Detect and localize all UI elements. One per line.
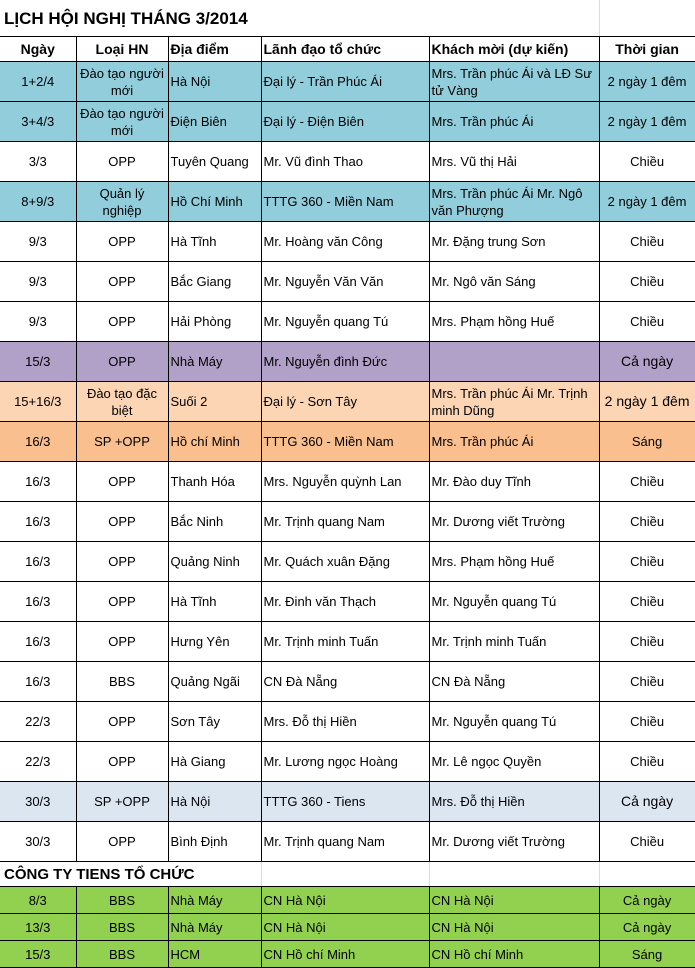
header-row <box>0 37 695 62</box>
cell-date: 22/3 <box>0 742 76 782</box>
cell-time: Chiều <box>599 662 695 702</box>
table-row <box>0 822 695 862</box>
table-row <box>0 542 695 582</box>
table-row <box>0 702 695 742</box>
cell-date: 16/3 <box>0 582 76 622</box>
cell-type: OPP <box>76 542 168 582</box>
header-guest: Khách mời (dự kiến) <box>429 37 599 62</box>
table-row <box>0 887 695 914</box>
cell-leader: Đại lý - Sơn Tây <box>261 382 429 422</box>
cell-guest: Mrs. Vũ thị Hải <box>429 142 599 182</box>
cell-guest: CN Hà Nội <box>429 887 599 914</box>
table-row <box>0 222 695 262</box>
cell-place: Hải Phòng <box>168 302 261 342</box>
cell-leader: Mr. Hoàng văn Công <box>261 222 429 262</box>
cell-leader: Mr. Trịnh minh Tuấn <box>261 622 429 662</box>
cell-leader: Mr. Quách xuân Đặng <box>261 542 429 582</box>
cell-date: 15+16/3 <box>0 382 76 422</box>
cell-date: 8/3 <box>0 887 76 914</box>
table-row <box>0 582 695 622</box>
cell-time: Chiều <box>599 142 695 182</box>
cell-guest: Mrs. Trần phúc Ái <box>429 102 599 142</box>
cell-guest: Mrs. Phạm hồng Huế <box>429 542 599 582</box>
cell-leader: CN Hồ chí Minh <box>261 941 429 968</box>
empty-cell <box>261 862 429 887</box>
cell-date: 30/3 <box>0 822 76 862</box>
cell-guest: Mr. Dương viết Trường <box>429 822 599 862</box>
cell-date: 16/3 <box>0 462 76 502</box>
cell-date: 30/3 <box>0 782 76 822</box>
cell-place: Hưng Yên <box>168 622 261 662</box>
cell-type: OPP <box>76 262 168 302</box>
cell-time: 2 ngày 1 đêm <box>599 102 695 142</box>
cell-type: OPP <box>76 302 168 342</box>
cell-date: 8+9/3 <box>0 182 76 222</box>
cell-time: Chiều <box>599 222 695 262</box>
cell-place: Nhà Máy <box>168 342 261 382</box>
cell-guest: CN Đà Nẵng <box>429 662 599 702</box>
cell-guest: Mr. Lê ngọc Quyền <box>429 742 599 782</box>
cell-leader: Mrs. Đỗ thị Hiền <box>261 702 429 742</box>
cell-time: Chiều <box>599 622 695 662</box>
cell-leader: Mr. Trịnh quang Nam <box>261 822 429 862</box>
cell-guest: Mr. Dương viết Trường <box>429 502 599 542</box>
cell-guest: CN Hồ chí Minh <box>429 941 599 968</box>
cell-date: 9/3 <box>0 262 76 302</box>
empty-cell <box>599 862 695 887</box>
cell-guest: Mrs. Trần phúc Ái Mr. Trịnh minh Dũng <box>429 382 599 422</box>
cell-date: 3+4/3 <box>0 102 76 142</box>
cell-place: Quảng Ninh <box>168 542 261 582</box>
table-row <box>0 342 695 382</box>
cell-guest <box>429 342 599 382</box>
cell-time: Chiều <box>599 822 695 862</box>
cell-time: Cả ngày <box>599 342 695 382</box>
cell-time: Sáng <box>599 941 695 968</box>
header-place: Địa điểm <box>168 37 261 62</box>
table-row <box>0 382 695 422</box>
cell-type: OPP <box>76 822 168 862</box>
table-row <box>0 622 695 662</box>
cell-leader: CN Hà Nội <box>261 914 429 941</box>
cell-place: Nhà Máy <box>168 914 261 941</box>
cell-type: BBS <box>76 887 168 914</box>
cell-type: SP +OPP <box>76 782 168 822</box>
cell-date: 3/3 <box>0 142 76 182</box>
cell-leader: Mr. Nguyễn Văn Văn <box>261 262 429 302</box>
cell-leader: TTTG 360 - Miền Nam <box>261 182 429 222</box>
cell-time: Cả ngày <box>599 782 695 822</box>
table-row <box>0 462 695 502</box>
cell-place: Tuyên Quang <box>168 142 261 182</box>
cell-place: Hà Tĩnh <box>168 582 261 622</box>
cell-place: Bắc Ninh <box>168 502 261 542</box>
table-row <box>0 422 695 462</box>
cell-date: 9/3 <box>0 302 76 342</box>
cell-place: Hồ chí Minh <box>168 422 261 462</box>
table-row <box>0 941 695 968</box>
section-row <box>0 862 695 887</box>
table-row <box>0 102 695 142</box>
cell-guest: CN Hà Nội <box>429 914 599 941</box>
cell-guest: Mr. Nguyễn quang Tú <box>429 582 599 622</box>
cell-place: Điện Biên <box>168 102 261 142</box>
cell-guest: Mrs. Trần phúc Ái và LĐ Sư tử Vàng <box>429 62 599 102</box>
cell-time: Chiều <box>599 742 695 782</box>
cell-type: Đào tạo người mới <box>76 62 168 102</box>
cell-time: Chiều <box>599 302 695 342</box>
cell-date: 9/3 <box>0 222 76 262</box>
empty-cell <box>599 0 695 37</box>
cell-date: 1+2/4 <box>0 62 76 102</box>
cell-place: Bình Định <box>168 822 261 862</box>
cell-time: Chiều <box>599 542 695 582</box>
cell-type: OPP <box>76 142 168 182</box>
cell-time: Chiều <box>599 262 695 302</box>
cell-leader: Mr. Trịnh quang Nam <box>261 502 429 542</box>
cell-leader: Đại lý - Trần Phúc Ái <box>261 62 429 102</box>
cell-place: Quảng Ngãi <box>168 662 261 702</box>
table-row <box>0 182 695 222</box>
cell-leader: CN Đà Nẵng <box>261 662 429 702</box>
cell-type: OPP <box>76 342 168 382</box>
cell-type: OPP <box>76 462 168 502</box>
cell-time: 2 ngày 1 đêm <box>599 182 695 222</box>
cell-date: 16/3 <box>0 622 76 662</box>
cell-place: Hà Nội <box>168 62 261 102</box>
cell-place: HCM <box>168 941 261 968</box>
cell-type: OPP <box>76 742 168 782</box>
table-row <box>0 142 695 182</box>
cell-time: Chiều <box>599 582 695 622</box>
cell-guest: Mr. Ngô văn Sáng <box>429 262 599 302</box>
cell-type: OPP <box>76 702 168 742</box>
cell-place: Hà Tĩnh <box>168 222 261 262</box>
table-row <box>0 782 695 822</box>
cell-time: 2 ngày 1 đêm <box>599 382 695 422</box>
cell-guest: Mrs. Trần phúc Ái <box>429 422 599 462</box>
cell-type: OPP <box>76 582 168 622</box>
cell-place: Thanh Hóa <box>168 462 261 502</box>
sheet-title: LỊCH HỘI NGHỊ THÁNG 3/2014 <box>0 0 599 37</box>
cell-leader: TTTG 360 - Miền Nam <box>261 422 429 462</box>
cell-guest: Mrs. Đỗ thị Hiền <box>429 782 599 822</box>
cell-leader: Mr. Vũ đình Thao <box>261 142 429 182</box>
cell-type: BBS <box>76 941 168 968</box>
cell-place: Hà Giang <box>168 742 261 782</box>
header-date: Ngày <box>0 37 76 62</box>
cell-date: 16/3 <box>0 542 76 582</box>
cell-type: Đào tạo đặc biệt <box>76 382 168 422</box>
cell-date: 22/3 <box>0 702 76 742</box>
cell-date: 16/3 <box>0 422 76 462</box>
table-row <box>0 914 695 941</box>
table-row <box>0 62 695 102</box>
cell-guest: Mr. Nguyễn quang Tú <box>429 702 599 742</box>
empty-cell <box>429 862 599 887</box>
cell-time: Cả ngày <box>599 887 695 914</box>
cell-date: 15/3 <box>0 342 76 382</box>
cell-place: Hà Nội <box>168 782 261 822</box>
cell-guest: Mr. Trịnh minh Tuấn <box>429 622 599 662</box>
cell-time: Chiều <box>599 502 695 542</box>
header-leader: Lãnh đạo tổ chức <box>261 37 429 62</box>
cell-leader: TTTG 360 - Tiens <box>261 782 429 822</box>
cell-time: Cả ngày <box>599 914 695 941</box>
cell-time: Sáng <box>599 422 695 462</box>
cell-guest: Mrs. Trần phúc Ái Mr. Ngô văn Phượng <box>429 182 599 222</box>
cell-leader: CN Hà Nội <box>261 887 429 914</box>
table-row <box>0 742 695 782</box>
cell-leader: Mr. Lương ngọc Hoàng <box>261 742 429 782</box>
cell-guest: Mr. Đặng trung Sơn <box>429 222 599 262</box>
cell-place: Bắc Giang <box>168 262 261 302</box>
cell-type: Đào tạo người mới <box>76 102 168 142</box>
cell-type: SP +OPP <box>76 422 168 462</box>
title-row <box>0 0 695 37</box>
cell-date: 16/3 <box>0 662 76 702</box>
section-title: CÔNG TY TIENS TỔ CHỨC <box>0 862 261 887</box>
cell-date: 16/3 <box>0 502 76 542</box>
cell-guest: Mr. Đào duy Tĩnh <box>429 462 599 502</box>
cell-guest: Mrs. Phạm hồng Huế <box>429 302 599 342</box>
table-row <box>0 262 695 302</box>
cell-time: Chiều <box>599 702 695 742</box>
cell-time: 2 ngày 1 đêm <box>599 62 695 102</box>
cell-place: Sơn Tây <box>168 702 261 742</box>
table-row <box>0 302 695 342</box>
cell-type: BBS <box>76 662 168 702</box>
cell-leader: Mr. Đinh văn Thạch <box>261 582 429 622</box>
header-type: Loại HN <box>76 37 168 62</box>
header-time: Thời gian <box>599 37 695 62</box>
cell-type: OPP <box>76 622 168 662</box>
cell-date: 15/3 <box>0 941 76 968</box>
cell-leader: Mrs. Nguyễn quỳnh Lan <box>261 462 429 502</box>
cell-leader: Mr. Nguyễn quang Tú <box>261 302 429 342</box>
cell-type: BBS <box>76 914 168 941</box>
cell-place: Suối 2 <box>168 382 261 422</box>
cell-leader: Đại lý - Điện Biên <box>261 102 429 142</box>
cell-leader: Mr. Nguyễn đình Đức <box>261 342 429 382</box>
cell-type: OPP <box>76 502 168 542</box>
cell-time: Chiều <box>599 462 695 502</box>
cell-type: Quản lý nghiệp <box>76 182 168 222</box>
table-row <box>0 662 695 702</box>
table-row <box>0 502 695 542</box>
cell-type: OPP <box>76 222 168 262</box>
cell-place: Nhà Máy <box>168 887 261 914</box>
cell-date: 13/3 <box>0 914 76 941</box>
cell-place: Hồ Chí Minh <box>168 182 261 222</box>
